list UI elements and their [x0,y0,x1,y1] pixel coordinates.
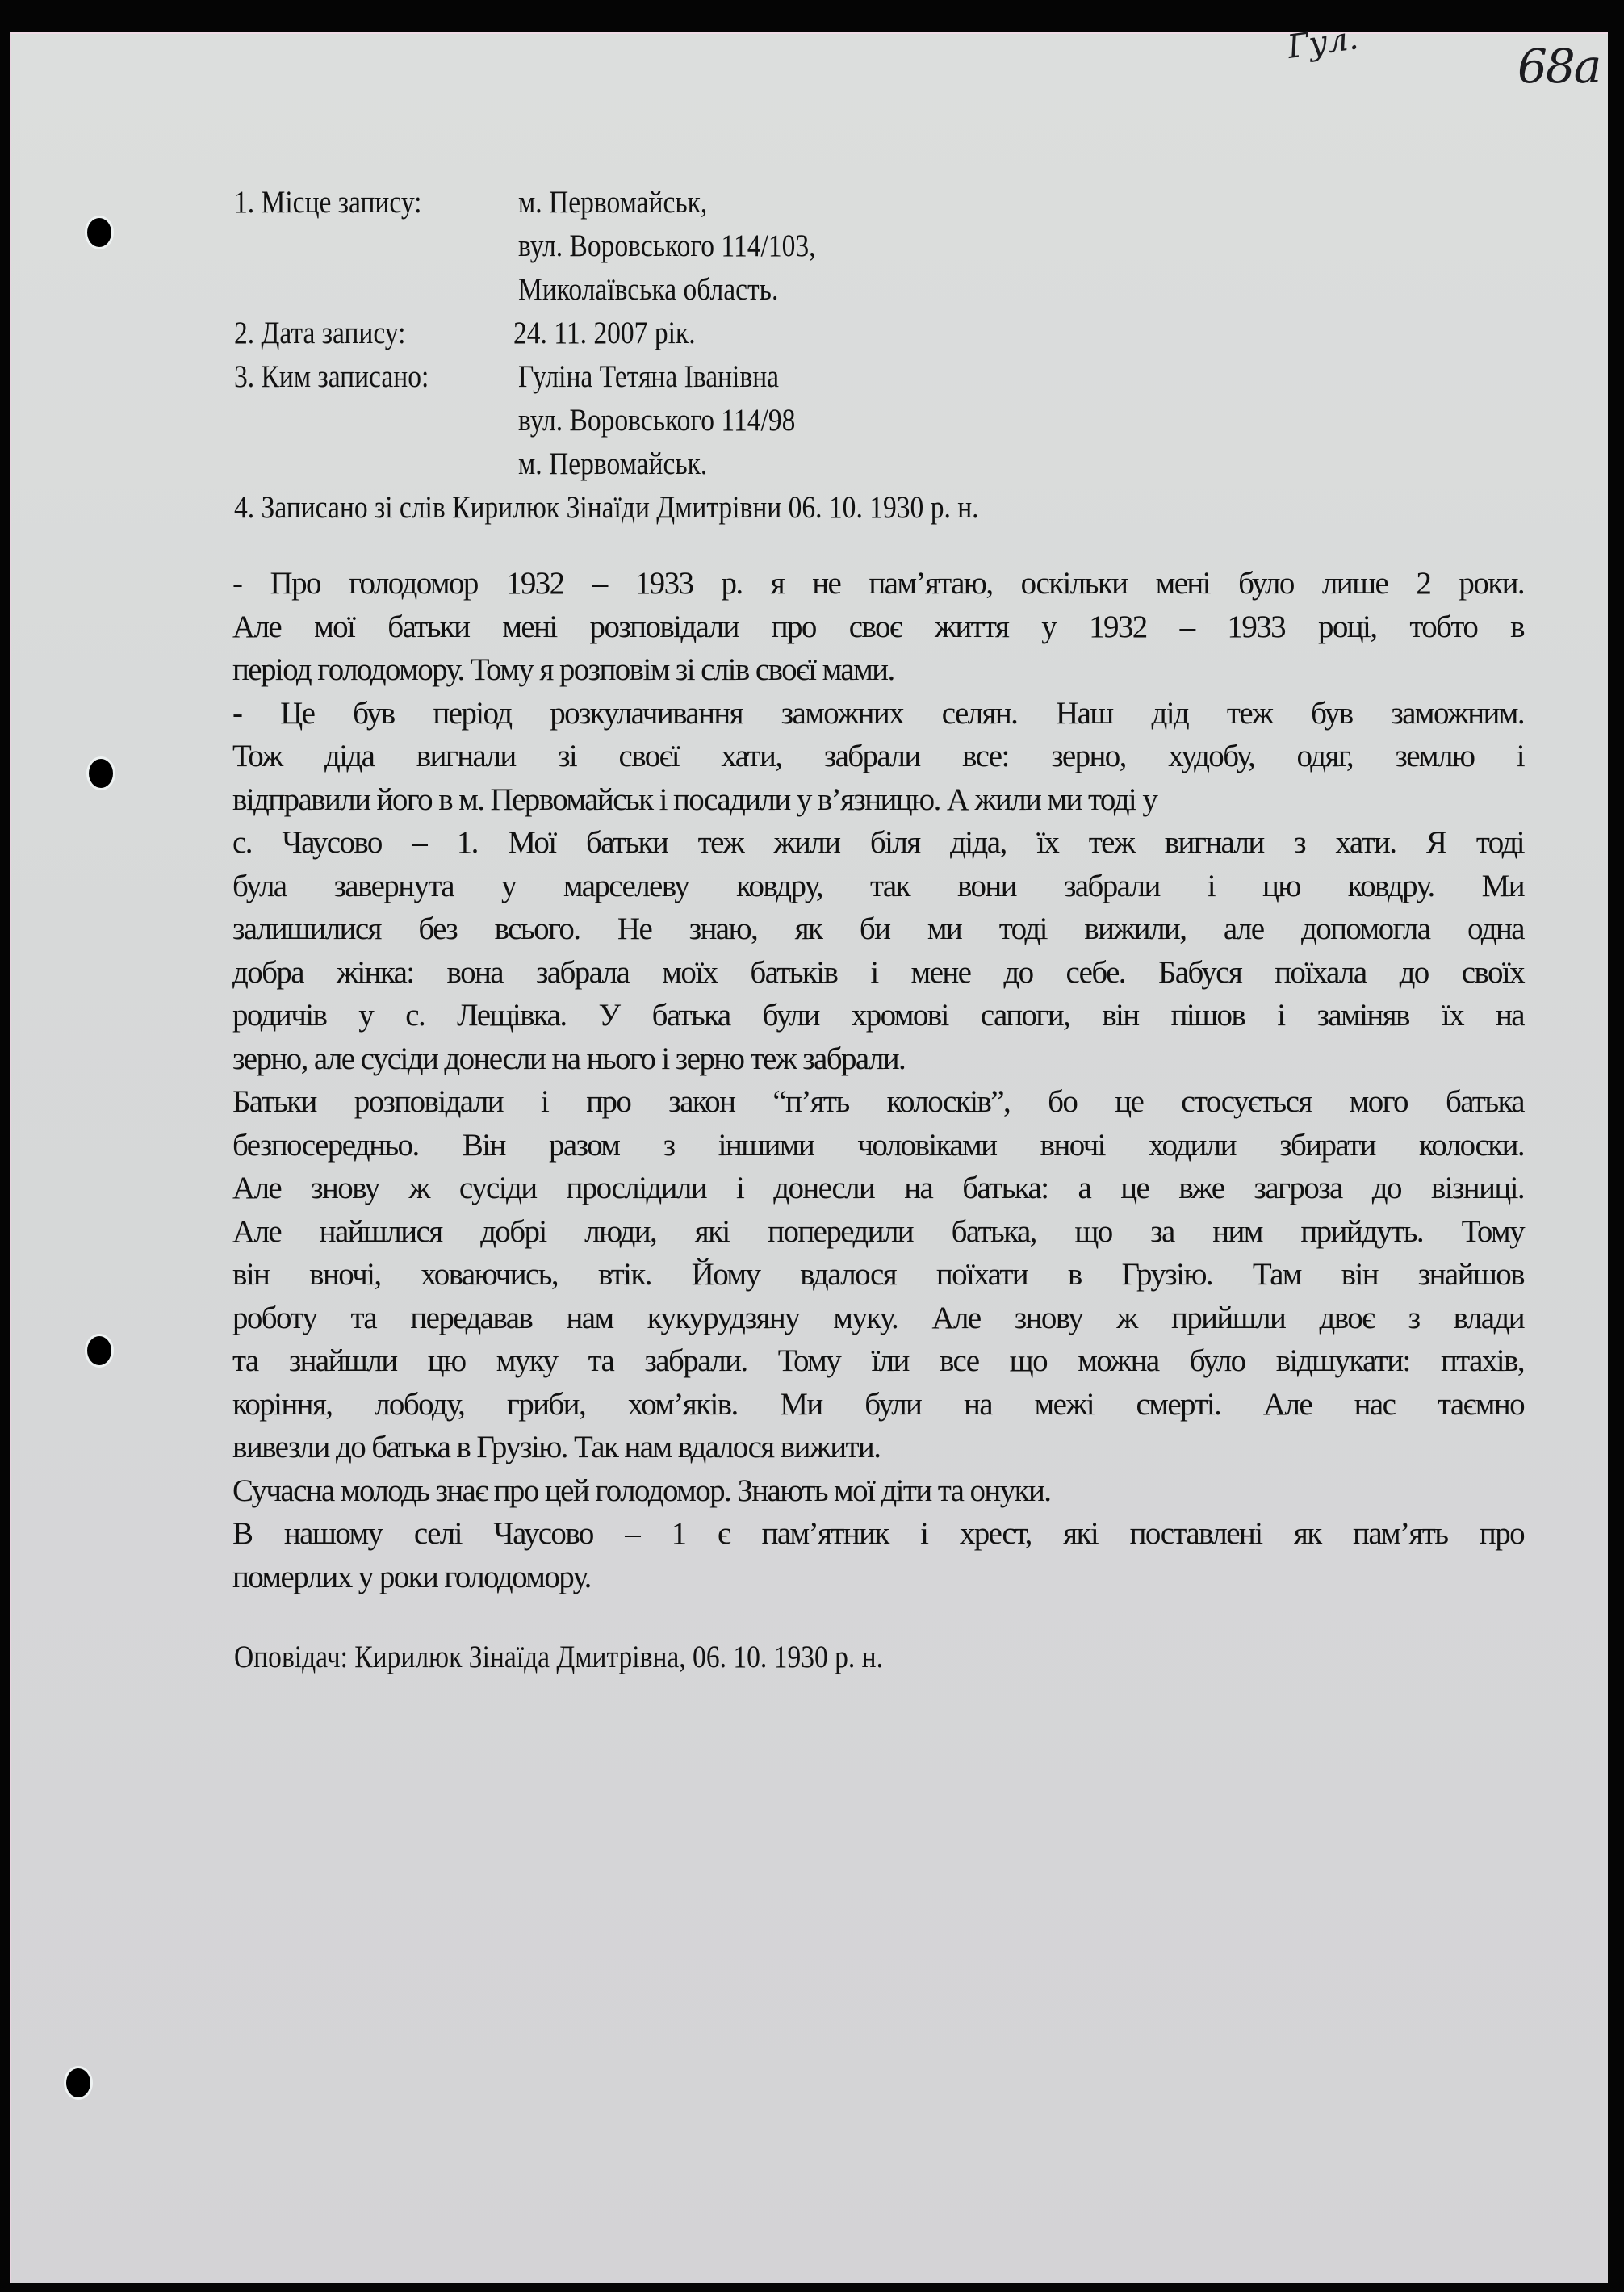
date-value: 24. 11. 2007 рік. [513,316,696,350]
body-line: померлих у роки голодомору. [232,1559,591,1594]
body-line: Але знову ж сусіди прослідили і донесли на батька: а це вже загроза до візниці. [232,1171,1524,1205]
body-line: період голодомору. Тому я розповім зі слів своєї мами. [232,652,894,687]
punch-hole [87,218,111,247]
testimony-body [232,562,1524,1599]
place-line: Миколаївська область. [518,272,779,307]
punch-hole [87,1336,111,1365]
place-label: 1. Місце запису: [234,185,422,220]
body-line: с. Чаусово – 1. Мої батьки теж жили біля діда, їх теж вигнали з хати. Я тоді [232,825,1524,860]
body-line: зерно, але сусіди донесли на нього і зерно теж забрали. [232,1041,906,1076]
body-line: залишилися без всього. Не знаю, як би ми тоді вижили, але допомогла одна [232,911,1524,946]
place-line: вул. Воровського 114/103, [518,228,816,263]
body-line: та знайшли цю муку та забрали. Тому їли все що можна було відшукати: птахів, [232,1343,1524,1378]
body-line: В нашому селі Чаусово – 1 є пам’ятник і хрест, які поставлені як пам’ять про [232,1516,1524,1551]
body-line: він вночі, ховаючись, втік. Йому вдалося поїхати в Грузію. Там він знайшов [232,1257,1524,1292]
punch-hole [66,2068,90,2097]
body-line: Сучасна молодь знає про цей голодомор. Знають мої діти та онуки. [232,1473,1051,1508]
recorded-by-line: Гуліна Тетяна Іванівна [518,359,780,394]
body-line: була завернута у марселеву ковдру, так вони забрали і цю ковдру. Ми [232,868,1524,903]
date-label: 2. Дата запису: [234,316,406,350]
recorded-by-line: м. Первомайськ. [518,446,708,481]
source-line: 4. Записано зі слів Кирилюк Зінаїди Дмитрівни 06. 10. 1930 р. н. [234,490,979,525]
body-line: безпосередньо. Він разом з іншими чоловіками вночі ходили збирати колоски. [232,1127,1524,1163]
body-line: відправили його в м. Первомайськ і посадили у в’язницю. А жили ми тоді у [232,781,1157,817]
handwritten-page-number: 68а [1517,39,1601,94]
handwritten-initials: Гул. [1285,19,1361,66]
recorded-by-line: вул. Воровського 114/98 [518,403,796,438]
body-line: добра жінка: вона забрала моїх батьків і мене до себе. Бабуся поїхала до своїх [232,954,1524,990]
body-line: Але найшлися добрі люди, які попередили батька, що за ним прийдуть. Тому [232,1213,1524,1249]
body-line: - Це був період розкулачивання заможних селян. Наш дід теж був заможним. [232,695,1524,731]
body-line: Але мої батьки мені розповідали про своє життя у 1932 – 1933 році, тобто в [232,609,1524,644]
body-line: вивезли до батька в Грузію. Так нам вдалося вижити. [232,1430,881,1464]
body-line: роботу та передавав нам кукурудзяну муку. Але знову ж прийшли двоє з влади [232,1300,1524,1335]
body-line: коріння, лободу, гриби, хом’яків. Ми були на межі смерті. Але нас таємно [232,1386,1524,1422]
body-line: родичів у с. Лещівка. У батька були хромові сапоги, він пішов і заміняв їх на [232,998,1524,1033]
body-line: Батьки розповідали і про закон “п’ять колосків”, бо це стосується мого батька [232,1084,1524,1119]
place-line: м. Первомайськ, [518,185,708,220]
body-line: Тож діда вигнали зі своєї хати, забрали все: зерно, худобу, одяг, землю і [232,739,1524,773]
narrator-line: Оповідач: Кирилюк Зінаїда Дмитрівна, 06. 10. 1930 р. н. [234,1640,884,1674]
body-line: - Про голодомор 1932 – 1933 р. я не пам’ятаю, оскільки мені було лише 2 роки. [232,566,1524,601]
punch-hole [89,759,113,788]
recorded-by-label: 3. Ким записано: [234,359,429,394]
